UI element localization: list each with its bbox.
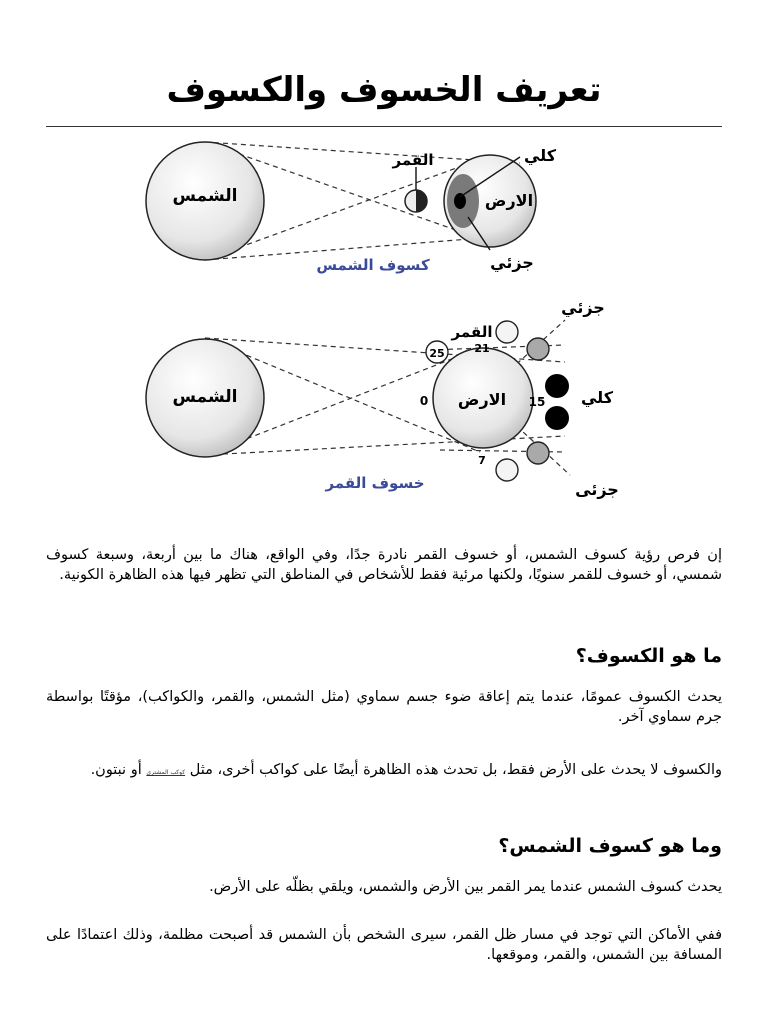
other-planets-paragraph	[46, 760, 722, 783]
lunar-caption: خسوف القمر	[325, 474, 425, 492]
lunar-num-21: 21	[474, 342, 490, 355]
lunar-num-0: 0	[419, 394, 429, 408]
other-planets-text-end: أو نبتون.	[90, 762, 142, 778]
lunar-num-25: 25	[429, 347, 445, 360]
solar-eclipse-definition: يحدث كسوف الشمس عندما يمر القمر بين الأرض والشمس، ويلقي بظلّه على الأرض.	[209, 879, 722, 895]
lunar-num-15: 15	[528, 395, 546, 409]
solar-moon-label: القمر	[392, 151, 434, 169]
moon-position-bottom	[496, 459, 518, 481]
heading-what-is-solar-eclipse: وما هو كسوف الشمس؟	[498, 835, 722, 857]
solar-total-label: كلي	[523, 146, 557, 165]
lunar-total-label: كلي	[580, 388, 614, 407]
lunar-eclipse-diagram	[0, 290, 768, 505]
page-title: تعريف الخسوف والكسوف	[166, 70, 602, 110]
moon-partial-top	[527, 338, 549, 360]
lunar-moon-label: القمر	[451, 323, 493, 341]
lunar-sun-label: الشمس	[172, 387, 238, 407]
moon-total-top	[545, 374, 569, 398]
eclipse-definition-paragraph: يحدث الكسوف عمومًا، عندما يتم إعاقة ضوء جسم سماوي (مثل الشمس، والقمر، والكواكب)، مؤقتًا بواسطة جرم سماوي آخر.	[46, 689, 722, 725]
solar-caption: كسوف الشمس	[316, 256, 430, 274]
other-planets-text: والكسوف لا يحدث على الأرض فقط، بل تحدث هذه الظاهرة أيضًا على كواكب أخرى، مثل	[189, 762, 722, 778]
lunar-partial-top-label: جزئي	[561, 298, 605, 317]
solar-earth-label: الارض	[484, 191, 534, 210]
moon-position-top	[496, 321, 518, 343]
lunar-num-7: 7	[478, 454, 486, 467]
intro-paragraph: إن فرص رؤية كسوف الشمس، أو خسوف القمر نادرة جدًا، وفي الواقع، هناك ما بين أربعة، وسبعة كسوف شمسي، أو خسوف للقمر سنويًا، ولكنها مرئية فقط للأشخاص في المناطق التي تظهر فيها هذه الظاهرة الكونية.	[46, 547, 722, 583]
moon-dark-half	[416, 190, 427, 212]
heading-what-is-eclipse: ما هو الكسوف؟	[575, 645, 722, 667]
shadow-path-paragraph: ففي الأماكن التي توجد في مسار ظل القمر، سيرى الشخص بأن الشمس قد أصبحت مظلمة، وذلك اعتمادًا على المسافة بين الشمس، والقمر، وموقعها.	[46, 927, 722, 963]
solar-partial-label: جزئي	[490, 253, 534, 272]
solar-eclipse-diagram	[0, 135, 768, 285]
lunar-earth-label: الارض	[457, 390, 507, 409]
moon-total-bottom	[545, 406, 569, 430]
moon-partial-bottom	[527, 442, 549, 464]
jupiter-link[interactable]: كوكب المشتري	[146, 769, 186, 776]
umbra-shadow	[454, 193, 466, 209]
solar-sun-label: الشمس	[172, 186, 238, 206]
lunar-partial-bottom-label: جزئى	[575, 480, 619, 499]
title-divider	[46, 126, 722, 127]
